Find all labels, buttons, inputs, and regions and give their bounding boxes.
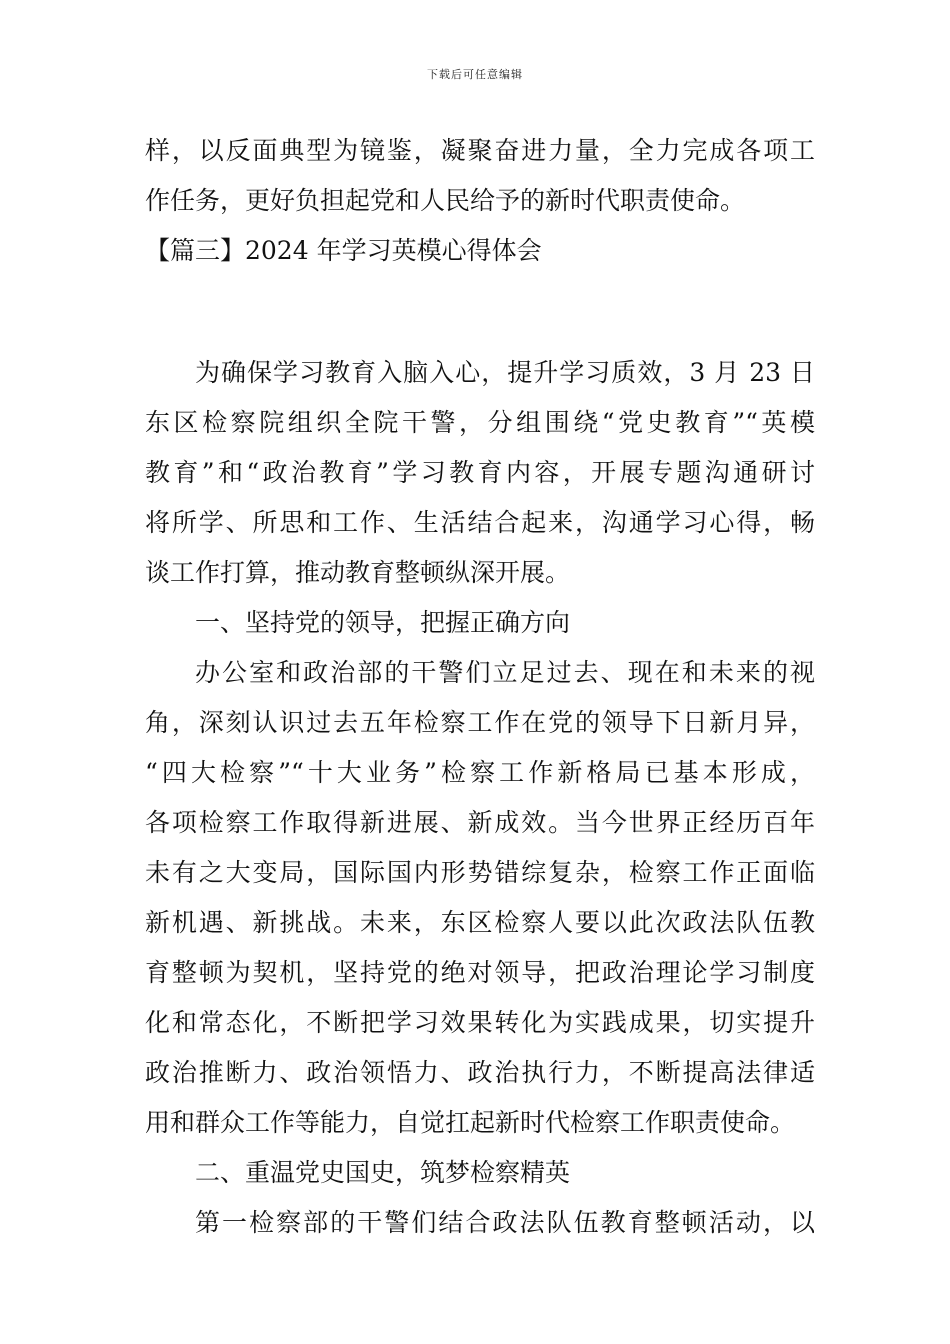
paragraph2-line-2: 角，深刻认识过去五年检察工作在党的领导下日新月异， xyxy=(145,708,815,737)
paragraph1-line-2: 东区检察院组织全院干警，分组围绕“党史教育”“英模 xyxy=(145,408,815,437)
paragraph2-line-4: 各项检察工作取得新进展、新成效。当今世界正经历百年 xyxy=(145,808,815,837)
paragraph3-line-1: 第一检察部的干警们结合政法队伍教育整顿活动，以 xyxy=(195,1208,815,1237)
paragraph1-line-3: 教育”和“政治教育”学习教育内容，开展专题沟通研讨 xyxy=(145,458,815,487)
paragraph1-line-1: 为确保学习教育入脑入心，提升学习质效，3 月 23 日 xyxy=(195,358,815,387)
paragraph2-line-1: 办公室和政治部的干警们立足过去、现在和未来的视 xyxy=(195,658,815,687)
section-title: 【篇三】2024 年学习英模心得体会 xyxy=(145,236,542,265)
paragraph2-line-7: 育整顿为契机，坚持党的绝对领导，把政治理论学习制度 xyxy=(145,958,815,987)
document-body xyxy=(145,126,815,1248)
paragraph2-line-9: 政治推断力、政治领悟力、政治执行力，不断提高法律适 xyxy=(145,1058,815,1087)
paragraph1-line-4: 将所学、所思和工作、生活结合起来，沟通学习心得，畅 xyxy=(145,508,815,537)
heading-1: 一、坚持党的领导，把握正确方向 xyxy=(195,608,571,637)
blank-gap xyxy=(145,276,815,348)
paragraph2-line-3: “四大检察”“十大业务”检察工作新格局已基本形成， xyxy=(145,758,815,787)
paragraph2-line-5: 未有之大变局，国际国内形势错综复杂，检察工作正面临 xyxy=(145,858,815,887)
continuation-line-2: 作任务，更好负担起党和人民给予的新时代职责使命。 xyxy=(145,186,746,215)
paragraph2-line-8: 化和常态化，不断把学习效果转化为实践成果，切实提升 xyxy=(145,1008,815,1037)
paragraph1-line-5: 谈工作打算，推动教育整顿纵深开展。 xyxy=(145,558,571,587)
continuation-line-1: 样，以反面典型为镜鉴，凝聚奋进力量，全力完成各项工 xyxy=(145,136,815,165)
heading-2: 二、重温党史国史，筑梦检察精英 xyxy=(195,1158,571,1187)
page-header: 下载后可任意编辑 xyxy=(427,68,523,81)
paragraph2-line-10: 用和群众工作等能力，自觉扛起新时代检察工作职责使命。 xyxy=(145,1108,796,1137)
paragraph2-line-6: 新机遇、新挑战。未来，东区检察人要以此次政法队伍教 xyxy=(145,908,815,937)
